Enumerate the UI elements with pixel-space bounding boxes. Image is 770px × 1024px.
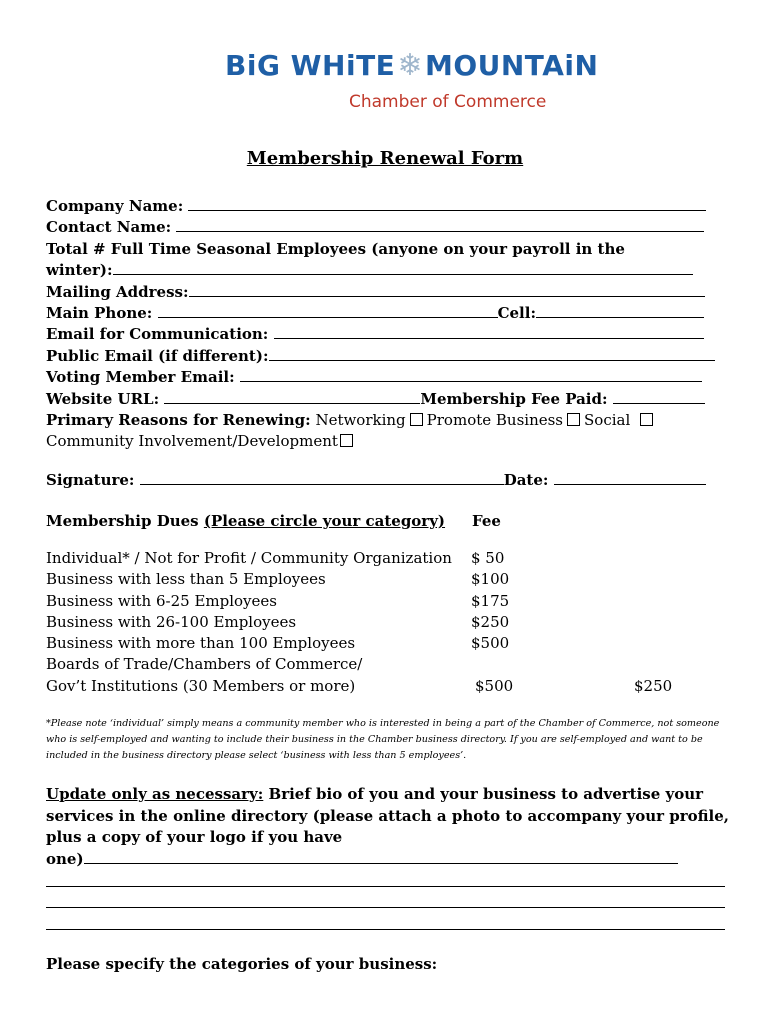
mailing-address-field[interactable]: [189, 282, 705, 297]
employees-field[interactable]: [113, 260, 693, 275]
boards-label-line1: Boards of Trade/Chambers of Commerce/: [46, 655, 363, 674]
boards-price-alt: $250: [634, 676, 673, 695]
social-checkbox[interactable]: [640, 413, 653, 426]
dues-category-label: Business with less than 5 Employees: [46, 570, 326, 589]
membership-dues-section: [46, 512, 726, 695]
website-label: Website URL:: [46, 389, 160, 408]
update-line-3: [46, 827, 726, 849]
main-phone-label: Main Phone:: [46, 303, 153, 322]
contact-name-label: Contact Name:: [46, 218, 172, 237]
update-line-4: [46, 849, 726, 871]
public-email-row: [46, 346, 706, 367]
categories-label: Please specify the categories of your business:: [46, 955, 438, 973]
update-text-1: Brief bio of you and your business to advertise your: [263, 785, 704, 803]
employees-label: Total # Full Time Seasonal Employees (anyone on your payroll in the: [46, 239, 625, 258]
signature-field[interactable]: [140, 470, 504, 485]
company-name-row: [46, 196, 706, 217]
dues-header: [46, 512, 726, 534]
employees-row-2: [46, 260, 706, 281]
dues-category-label: Individual* / Not for Profit / Community Organization: [46, 549, 452, 567]
signature-row: [46, 470, 706, 489]
reason-promote-label: Promote Business: [426, 410, 564, 429]
snowflake-icon: ❄: [397, 48, 423, 83]
phone-row: [46, 303, 706, 324]
voting-email-label: Voting Member Email:: [46, 368, 235, 387]
fee-paid-field[interactable]: [613, 389, 705, 404]
dues-row-boards-2[interactable]: [46, 676, 726, 697]
voting-email-field[interactable]: [240, 367, 702, 382]
community-checkbox[interactable]: [340, 434, 353, 447]
update-text-4: one): [46, 849, 84, 868]
reason-networking-label: Networking: [315, 410, 406, 429]
website-field[interactable]: [164, 389, 420, 404]
dues-row[interactable]: [46, 548, 726, 569]
contact-fields: [46, 196, 706, 453]
logo-subtitle: Chamber of Commerce: [349, 92, 547, 112]
dues-title: Membership Dues: [46, 512, 199, 530]
dues-price: $100: [471, 570, 510, 589]
voting-email-row: [46, 367, 706, 388]
email-communication-field[interactable]: [274, 324, 704, 339]
fee-header: Fee: [472, 512, 501, 530]
company-name-field[interactable]: [188, 196, 706, 211]
main-phone-field[interactable]: [158, 303, 498, 318]
dues-price: $ 50: [471, 549, 505, 567]
dues-list: [46, 548, 726, 697]
dues-price: $250: [471, 612, 510, 631]
website-row: [46, 389, 706, 410]
boards-price: $500: [475, 676, 514, 695]
boards-label-line2: Gov’t Institutions (30 Members or more): [46, 676, 356, 695]
bio-line[interactable]: [46, 907, 725, 908]
date-field[interactable]: [554, 470, 706, 485]
bio-line[interactable]: [46, 929, 725, 930]
logo-wordmark: [225, 48, 598, 83]
email-communication-label: Email for Communication:: [46, 325, 269, 344]
dues-price: $175: [471, 591, 510, 610]
date-label: Date:: [503, 471, 549, 489]
employees-row: [46, 239, 706, 260]
employees-label-2: winter):: [46, 261, 113, 280]
networking-checkbox[interactable]: [410, 413, 423, 426]
contact-name-field[interactable]: [176, 217, 704, 232]
update-text-3: plus a copy of your logo if you have: [46, 828, 343, 846]
update-line-1: [46, 784, 726, 806]
dues-row[interactable]: [46, 612, 726, 633]
update-section: [46, 784, 729, 870]
reason-community-label: Community Involvement/Development: [46, 432, 338, 451]
dues-header-label: [46, 512, 445, 530]
chamber-logo: [225, 48, 599, 118]
dues-instruction: (Please circle your category): [203, 512, 446, 530]
bio-field[interactable]: [84, 849, 678, 864]
update-line-2: [46, 806, 729, 828]
dues-row[interactable]: [46, 633, 726, 654]
dues-row-boards[interactable]: [46, 654, 726, 675]
dues-category-label: Business with 26-100 Employees: [46, 612, 297, 631]
bio-line[interactable]: [46, 886, 725, 887]
dues-row[interactable]: [46, 591, 726, 612]
reasons-row: [46, 410, 706, 431]
dues-row[interactable]: [46, 569, 726, 590]
mailing-address-row: [46, 282, 706, 303]
dues-category-label: Business with 6-25 Employees: [46, 591, 277, 610]
promote-business-checkbox[interactable]: [567, 413, 580, 426]
update-text-2: services in the online directory (please attach a photo to accompany your profile,: [46, 806, 729, 825]
public-email-label: Public Email (if different):: [46, 346, 269, 365]
individual-note: *Please note ‘individual’ simply means a community member who is interested in being a part of the Chamber of Commerce, not someone who is self-employed and wanting to include their business in the Chamber business directory. If you are self-employed and want to be included in the business directory please select ‘business with less than 5 employees’.: [46, 718, 720, 761]
cell-label: Cell:: [497, 303, 536, 322]
logo-word-big-white: BiG WHiTE: [225, 49, 396, 82]
company-name-label: Company Name:: [46, 197, 184, 215]
cell-field[interactable]: [536, 303, 704, 318]
email-communication-row: [46, 324, 706, 345]
page-title: Membership Renewal Form: [246, 148, 524, 169]
community-row: [46, 431, 706, 452]
logo-word-mountain: MOUNTAiN: [424, 49, 599, 82]
dues-price: $500: [471, 634, 510, 653]
contact-name-row: [46, 217, 706, 238]
update-label: Update only as necessary:: [46, 785, 264, 803]
mailing-address-label: Mailing Address:: [46, 282, 189, 301]
dues-category-label: Business with more than 100 Employees: [46, 634, 356, 653]
reason-social-label: Social: [584, 410, 631, 429]
signature-label: Signature:: [46, 471, 135, 489]
fee-paid-label: Membership Fee Paid:: [420, 389, 608, 408]
public-email-field[interactable]: [269, 346, 715, 361]
reasons-label: Primary Reasons for Renewing:: [46, 410, 311, 429]
